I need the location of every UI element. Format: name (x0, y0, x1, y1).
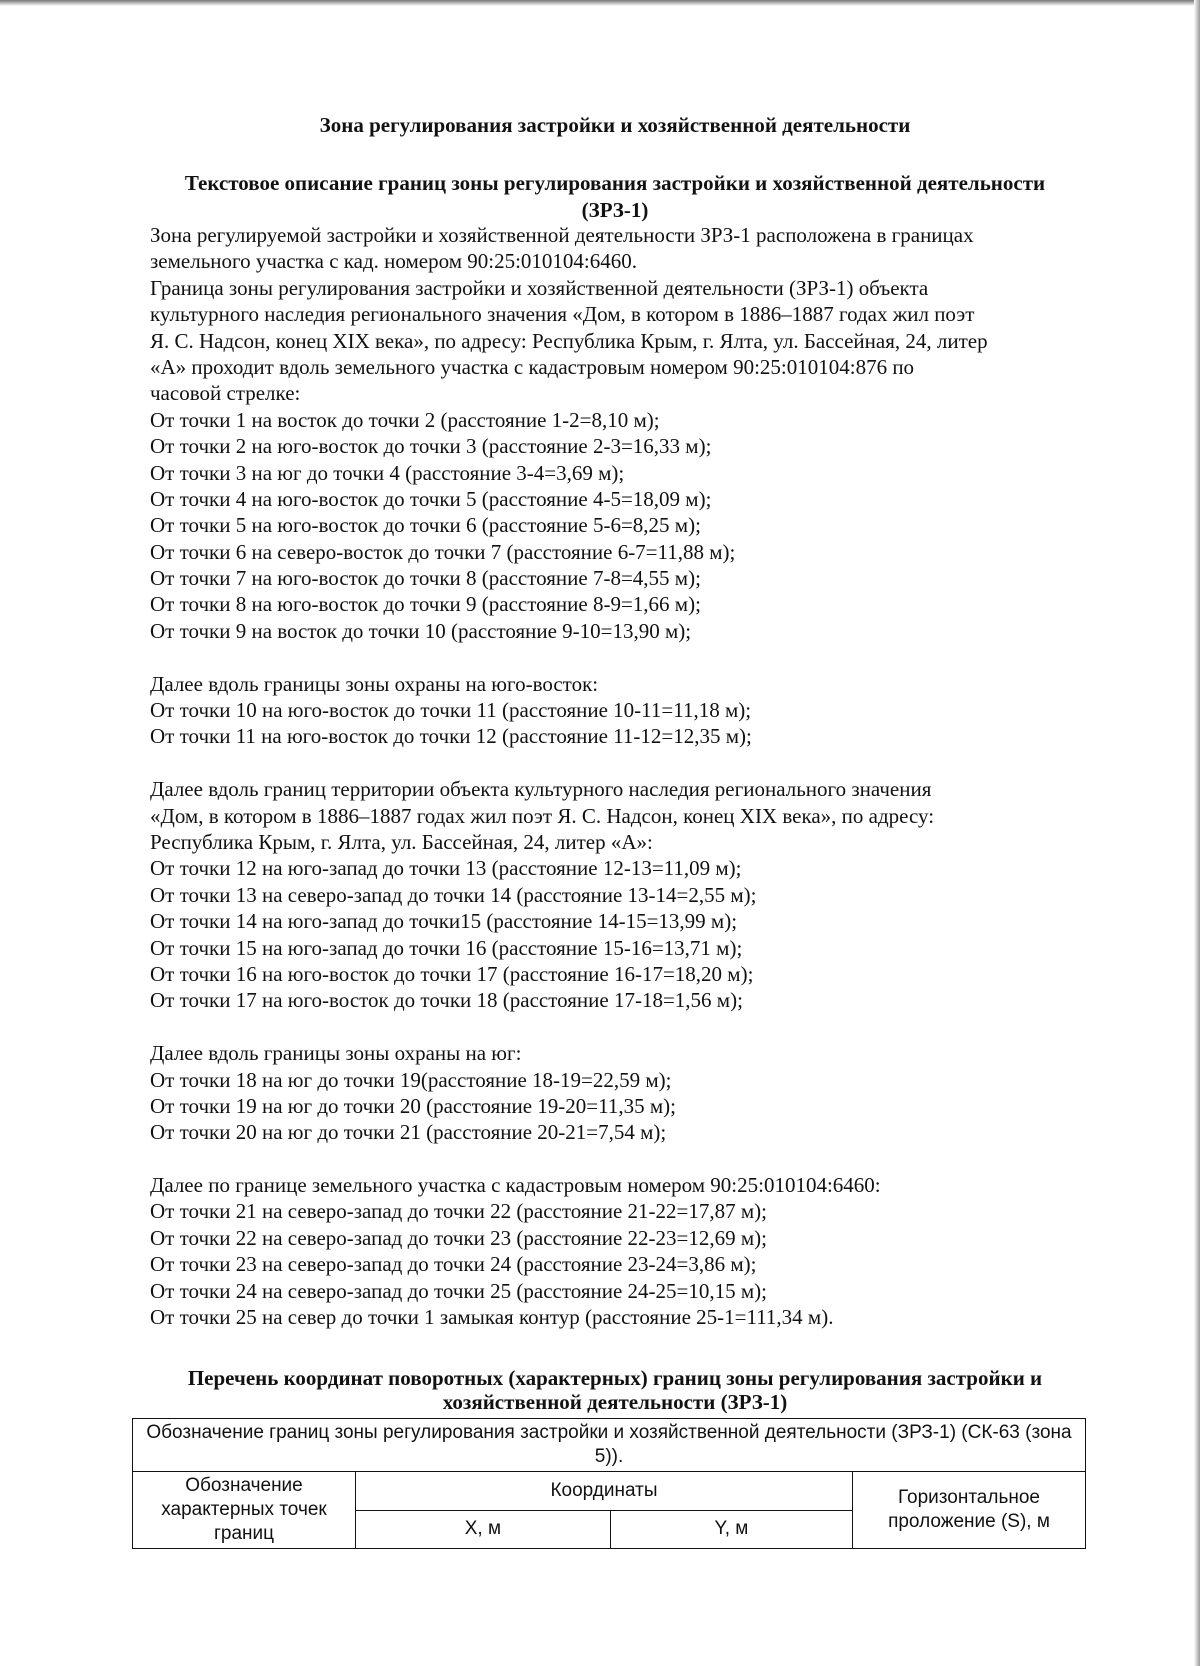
text-line: Далее по границе земельного участка с кадастровым номером 90:25:010104:6460: (150, 1173, 881, 1198)
text-line: Я. С. Надсон, конец XIX века», по адресу: Республика Крым, г. Ялта, ул. Бассейная, 24, литер (150, 328, 988, 353)
text-line: От точки 1 на восток до точки 2 (расстояние 1-2=8,10 м); (150, 407, 660, 432)
text-line: От точки 12 на юго-запад до точки 13 (расстояние 12-13=11,09 м); (150, 856, 742, 881)
text-line: Зона регулируемой застройки и хозяйственной деятельности ЗРЗ-1 расположена в границах (150, 223, 974, 247)
header-points: Обозначение характерных точек границ (133, 1472, 356, 1549)
text-line: От точки 16 на юго-восток до точки 17 (расстояние 16-17=18,20 м); (150, 961, 754, 986)
text-line: От точки 20 на юг до точки 21 (расстояние 20-21=7,54 м); (150, 1120, 667, 1145)
table-heading: Перечень координат поворотных (характерных) границ зоны регулирования застройки и хозяйственной деятельности (ЗРЗ-1) (187, 1366, 1043, 1414)
text-line: От точки 23 на северо-запад до точки 24 (расстояние 23-24=3,86 м); (150, 1252, 757, 1277)
scan-edge-right (1194, 0, 1200, 1666)
text-line: От точки 25 на север до точки 1 замыкая контур (расстояние 25-1=111,34 м). (150, 1305, 834, 1330)
text-line: От точки 6 на северо-восток до точки 7 (расстояние 6-7=11,88 м); (150, 539, 736, 564)
text-line: От точки 8 на юго-восток до точки 9 (расстояние 8-9=1,66 м); (150, 592, 701, 617)
paragraph-gap (150, 750, 1080, 776)
paragraph-gap (150, 1014, 1080, 1040)
text-line: Республика Крым, г. Ялта, ул. Бассейная, 24, литер «А»: (150, 829, 653, 854)
text-line: Далее вдоль границ территории объекта культурного наследия регионального значения (150, 777, 932, 802)
text-line: От точки 7 на юго-восток до точки 8 (расстояние 7-8=4,55 м); (150, 566, 701, 591)
text-line: От точки 9 на восток до точки 10 (расстояние 9-10=13,90 м); (150, 618, 692, 643)
text-line: От точки 19 на юг до точки 20 (расстояние 19-20=11,35 м); (150, 1093, 676, 1118)
text-line: От точки 11 на юго-восток до точки 12 (расстояние 11-12=12,35 м); (150, 724, 752, 749)
header-y: Y, м (610, 1510, 852, 1549)
main-heading: Зона регулирования застройки и хозяйственной деятельности (319, 113, 911, 137)
text-line: «Дом, в котором в 1886–1887 годах жил поэт Я. С. Надсон, конец XIX века», по адресу: (150, 803, 935, 828)
text-line: От точки 17 на юго-восток до точки 18 (расстояние 17-18=1,56 м); (150, 988, 743, 1013)
text-line: От точки 15 на юго-запад до точки 16 (расстояние 15-16=13,71 м); (150, 935, 743, 960)
scan-edge-top (0, 0, 1200, 6)
boundary-description (150, 222, 1080, 1330)
text-line: От точки 14 на юго-запад до точки15 (расстояние 14-15=13,99 м); (150, 909, 738, 934)
header-coordinates: Координаты (356, 1472, 853, 1511)
header-x: X, м (356, 1510, 611, 1549)
text-line: Далее вдоль границы зоны охраны на юг: (150, 1041, 522, 1066)
text-line: Граница зоны регулирования застройки и хозяйственной деятельности (ЗРЗ-1) объекта (150, 275, 929, 300)
paragraph-gap (150, 1146, 1080, 1172)
coordinates-table (132, 1418, 1086, 1549)
text-line: Далее вдоль границы зоны охраны на юго-восток: (150, 671, 599, 696)
text-line: земельного участка с кад. номером 90:25:010104:6460. (150, 249, 637, 274)
paragraph-gap (150, 644, 1080, 670)
text-line: От точки 2 на юго-восток до точки 3 (расстояние 2-3=16,33 м); (150, 434, 712, 459)
header-horizontal-distance: Горизонтальное проложение (S), м (853, 1472, 1086, 1549)
text-line: От точки 5 на юго-восток до точки 6 (расстояние 5-6=8,25 м); (150, 513, 701, 538)
text-line: От точки 21 на северо-запад до точки 22 (расстояние 21-22=17,87 м); (150, 1199, 768, 1224)
text-line: часовой стрелке: (150, 381, 301, 406)
text-line: От точки 22 на северо-запад до точки 23 (расстояние 22-23=12,69 м); (150, 1225, 768, 1250)
text-line: От точки 3 на юг до точки 4 (расстояние 3-4=3,69 м); (150, 460, 625, 485)
table-caption-row (133, 1419, 1086, 1472)
table-caption: Обозначение границ зоны регулирования застройки и хозяйственной деятельности (ЗРЗ-1) (СК-63 (зона 5)). (133, 1419, 1086, 1472)
text-line: От точки 10 на юго-восток до точки 11 (расстояние 10-11=11,18 м); (150, 698, 752, 723)
text-line: «А» проходит вдоль земельного участка с кадастровым номером 90:25:010104:876 по (150, 354, 915, 379)
text-line: От точки 24 на северо-запад до точки 25 (расстояние 24-25=10,15 м); (150, 1278, 768, 1303)
text-line: От точки 13 на северо-запад до точки 14 (расстояние 13-14=2,55 м); (150, 882, 757, 907)
text-line: От точки 18 на юг до точки 19(расстояние 18-19=22,59 м); (150, 1067, 672, 1092)
sub-heading: Текстовое описание границ зоны регулирования застройки и хозяйственной деятельности (ЗРЗ-1) (184, 171, 1046, 222)
text-line: От точки 4 на юго-восток до точки 5 (расстояние 4-5=18,09 м); (150, 486, 712, 511)
table-header-row (133, 1472, 1086, 1511)
text-line: культурного наследия регионального значения «Дом, в котором в 1886–1887 годах жил поэт (150, 302, 975, 327)
